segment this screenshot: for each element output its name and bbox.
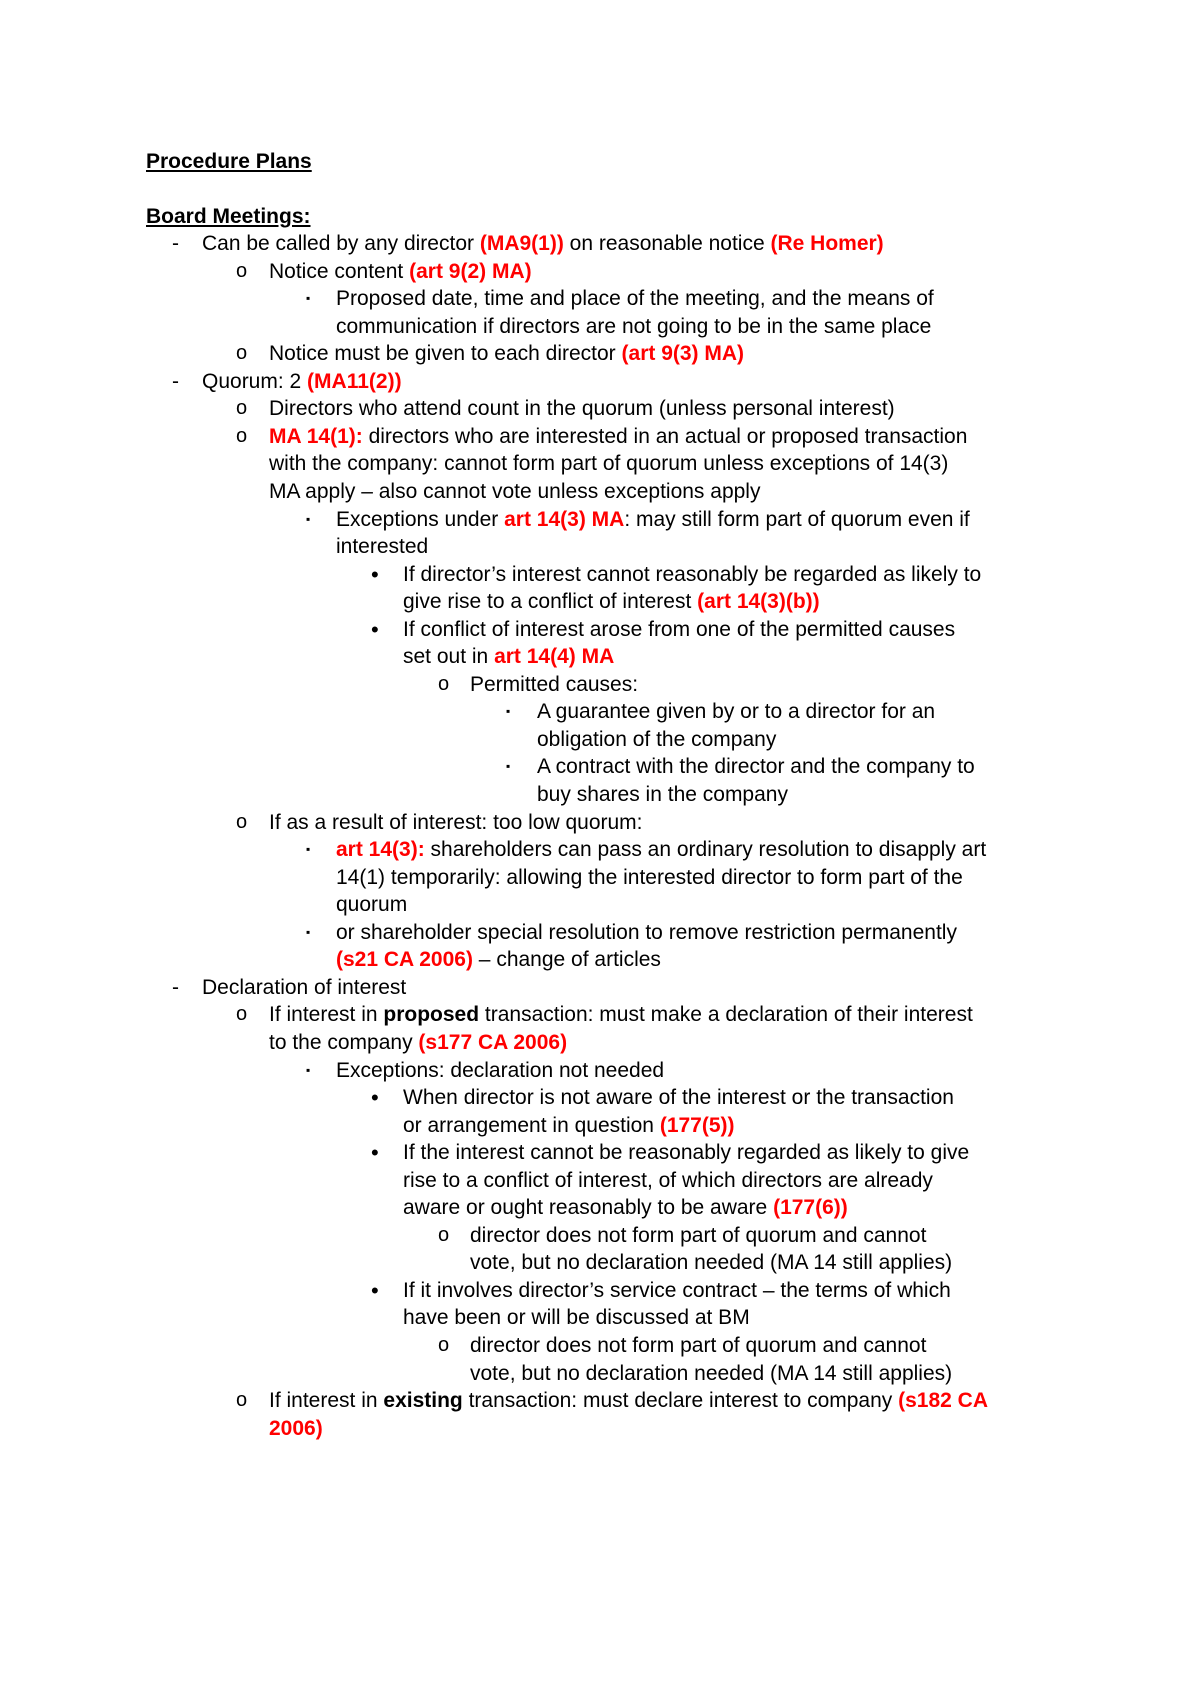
outline-text bbox=[269, 1386, 988, 1415]
text-segment: interested bbox=[336, 535, 429, 558]
outline-text bbox=[403, 1111, 735, 1140]
outline-text bbox=[470, 1331, 926, 1360]
text-segment: have been or will be discussed at BM bbox=[403, 1306, 750, 1329]
legal-citation: art 14(4) MA bbox=[494, 645, 615, 668]
outline-line bbox=[0, 973, 1200, 1002]
outline-line bbox=[0, 477, 1200, 506]
outline-line bbox=[0, 752, 1200, 781]
outline-line bbox=[0, 284, 1200, 313]
outline-line bbox=[0, 1248, 1200, 1277]
text-segment: set out in bbox=[403, 645, 495, 668]
outline-text bbox=[403, 1138, 969, 1167]
legal-citation: (MA11(2)) bbox=[307, 370, 402, 393]
text-segment: Declaration of interest bbox=[202, 976, 407, 999]
outline-text bbox=[470, 1359, 952, 1388]
text-segment: Permitted causes: bbox=[470, 673, 639, 696]
text-segment: Directors who attend count in the quorum (unless personal interest) bbox=[269, 397, 895, 420]
text-segment: director does not form part of quorum and cannot bbox=[470, 1334, 927, 1357]
outline-text bbox=[336, 863, 963, 892]
outline-text bbox=[336, 532, 428, 561]
outline-text bbox=[269, 449, 948, 478]
outline-line bbox=[0, 1303, 1200, 1332]
outline-line bbox=[0, 229, 1200, 258]
outline-line bbox=[0, 1111, 1200, 1140]
outline-text bbox=[336, 945, 661, 974]
legal-citation: MA 14(1): bbox=[269, 425, 363, 448]
text-segment: transaction: must make a declaration of their interest bbox=[479, 1003, 973, 1026]
outline-line bbox=[0, 1138, 1200, 1167]
outline-text bbox=[403, 642, 614, 671]
text-segment: Can be called by any director bbox=[202, 232, 480, 255]
outline-line bbox=[0, 1414, 1200, 1443]
circle-bullet-icon: o bbox=[236, 425, 248, 447]
text-segment: If conflict of interest arose from one of the permitted causes bbox=[403, 618, 956, 641]
text-segment: A contract with the director and the company to bbox=[537, 755, 975, 778]
outline-line bbox=[0, 835, 1200, 864]
circle-bullet-icon: o bbox=[236, 811, 248, 833]
text-segment: If as a result of interest: too low quorum: bbox=[269, 811, 643, 834]
text-segment: buy shares in the company bbox=[537, 783, 788, 806]
outline-text bbox=[403, 1083, 954, 1112]
outline-line bbox=[0, 449, 1200, 478]
circle-bullet-icon: o bbox=[438, 673, 450, 695]
text-segment: vote, but no declaration needed (MA 14 still applies) bbox=[470, 1362, 953, 1385]
text-segment: director does not form part of quorum and cannot bbox=[470, 1224, 927, 1247]
text-segment: to the company bbox=[269, 1031, 419, 1054]
dot-bullet-icon: • bbox=[371, 1278, 379, 1303]
legal-citation: (art 9(3) MA) bbox=[621, 342, 745, 365]
outline-text bbox=[336, 284, 934, 313]
text-segment: transaction: must declare interest to company bbox=[462, 1389, 899, 1412]
text-segment: – change of articles bbox=[472, 948, 661, 971]
legal-citation: (Re Homer) bbox=[770, 232, 884, 255]
outline-line bbox=[0, 1083, 1200, 1112]
circle-bullet-icon: o bbox=[236, 260, 248, 282]
outline-line bbox=[0, 890, 1200, 919]
dot-bullet-icon: • bbox=[371, 1140, 379, 1165]
outline-line bbox=[0, 587, 1200, 616]
text-segment: If it involves director’s service contract – the terms of which bbox=[403, 1279, 951, 1302]
text-segment: aware or ought reasonably to be aware bbox=[403, 1196, 774, 1219]
circle-bullet-icon: o bbox=[236, 342, 248, 364]
outline-line bbox=[0, 863, 1200, 892]
outline-line bbox=[0, 367, 1200, 396]
outline-text bbox=[269, 339, 744, 368]
text-segment: Notice content bbox=[269, 260, 410, 283]
text-segment: Exceptions under bbox=[336, 508, 505, 531]
text-segment: Notice must be given to each director bbox=[269, 342, 622, 365]
outline-text bbox=[269, 808, 643, 837]
outline-text bbox=[537, 780, 788, 809]
text-segment: If director’s interest cannot reasonably be regarded as likely to bbox=[403, 563, 982, 586]
circle-bullet-icon: o bbox=[236, 397, 248, 419]
outline-text bbox=[403, 1193, 848, 1222]
legal-citation: (art 9(2) MA) bbox=[409, 260, 532, 283]
square-bullet-icon: ▪ bbox=[306, 925, 311, 939]
legal-citation: (MA9(1)) bbox=[479, 232, 564, 255]
outline-text bbox=[403, 587, 820, 616]
square-bullet-icon: ▪ bbox=[306, 842, 311, 856]
outline-text bbox=[269, 1414, 323, 1443]
document-title: Procedure Plans bbox=[146, 150, 312, 173]
square-bullet-icon: ▪ bbox=[306, 291, 311, 305]
text-segment: When director is not aware of the interest or the transaction bbox=[403, 1086, 954, 1109]
text-segment: vote, but no declaration needed (MA 14 still applies) bbox=[470, 1251, 953, 1274]
text-segment: Quorum: 2 bbox=[202, 370, 308, 393]
outline-line bbox=[0, 422, 1200, 451]
outline-line bbox=[0, 1056, 1200, 1085]
outline-line bbox=[0, 1028, 1200, 1057]
outline-text bbox=[336, 890, 407, 919]
dash-bullet-icon: - bbox=[172, 976, 179, 999]
outline-text bbox=[403, 1166, 933, 1195]
outline-text bbox=[202, 229, 884, 258]
text-segment: If interest in bbox=[269, 1389, 384, 1412]
text-segment: 14(1) temporarily: allowing the interested director to form part of the bbox=[336, 866, 963, 889]
outline-line bbox=[0, 560, 1200, 589]
outline-line bbox=[0, 505, 1200, 534]
outline-line bbox=[0, 1276, 1200, 1305]
outline-line bbox=[0, 1386, 1200, 1415]
outline-line bbox=[0, 697, 1200, 726]
circle-bullet-icon: o bbox=[236, 1389, 248, 1411]
outline-text bbox=[537, 697, 935, 726]
text-segment: give rise to a conflict of interest bbox=[403, 590, 698, 613]
square-bullet-icon: ▪ bbox=[506, 704, 511, 718]
text-segment: obligation of the company bbox=[537, 728, 777, 751]
outline-line bbox=[0, 394, 1200, 423]
legal-citation: (s177 CA 2006) bbox=[418, 1031, 568, 1054]
text-segment: communication if directors are not going to be in the same place bbox=[336, 315, 932, 338]
dash-bullet-icon: - bbox=[172, 232, 179, 255]
outline-text bbox=[202, 973, 406, 1002]
text-segment: or arrangement in question bbox=[403, 1114, 660, 1137]
outline-line bbox=[0, 1221, 1200, 1250]
outline-text bbox=[403, 1276, 951, 1305]
outline-text bbox=[269, 1000, 973, 1029]
outline-text bbox=[470, 670, 638, 699]
legal-citation: art 14(3): bbox=[336, 838, 425, 861]
text-segment: or shareholder special resolution to remove restriction permanently bbox=[336, 921, 957, 944]
outline-line bbox=[0, 725, 1200, 754]
text-segment: Proposed date, time and place of the meeting, and the means of bbox=[336, 287, 934, 310]
outline-line bbox=[0, 642, 1200, 671]
text-segment: on reasonable notice bbox=[563, 232, 771, 255]
outline-line bbox=[0, 1359, 1200, 1388]
text-segment: with the company: cannot form part of quorum unless exceptions of 14(3) bbox=[269, 452, 949, 475]
outline-line bbox=[0, 945, 1200, 974]
emphasis-text: existing bbox=[383, 1389, 463, 1412]
square-bullet-icon: ▪ bbox=[306, 1063, 311, 1077]
outline-text bbox=[336, 1056, 664, 1085]
text-segment: If interest in bbox=[269, 1003, 384, 1026]
text-segment: : may still form part of quorum even if bbox=[624, 508, 970, 531]
legal-citation: (art 14(3)(b)) bbox=[697, 590, 820, 613]
outline-text bbox=[202, 367, 402, 396]
outline-text bbox=[269, 257, 532, 286]
legal-citation: (177(6)) bbox=[773, 1196, 848, 1219]
legal-citation: (177(5)) bbox=[659, 1114, 735, 1137]
text-segment: directors who are interested in an actual or proposed transaction bbox=[362, 425, 968, 448]
outline-text bbox=[403, 615, 955, 644]
dot-bullet-icon: • bbox=[371, 1085, 379, 1110]
outline-text bbox=[269, 1028, 567, 1057]
square-bullet-icon: ▪ bbox=[306, 512, 311, 526]
outline-line bbox=[0, 312, 1200, 341]
text-segment: MA apply – also cannot vote unless exceptions apply bbox=[269, 480, 761, 503]
text-segment: shareholders can pass an ordinary resolution to disapply art bbox=[424, 838, 987, 861]
outline-line bbox=[0, 808, 1200, 837]
outline-text bbox=[336, 918, 957, 947]
outline-line bbox=[0, 780, 1200, 809]
square-bullet-icon: ▪ bbox=[506, 759, 511, 773]
circle-bullet-icon: o bbox=[438, 1334, 450, 1356]
legal-citation: (s21 CA 2006) bbox=[336, 948, 473, 971]
outline-text bbox=[269, 422, 967, 451]
dot-bullet-icon: • bbox=[371, 562, 379, 587]
outline-line bbox=[0, 257, 1200, 286]
outline-text bbox=[269, 394, 895, 423]
outline-line bbox=[0, 1000, 1200, 1029]
outline-text bbox=[470, 1248, 952, 1277]
text-segment: quorum bbox=[336, 893, 408, 916]
outline-line bbox=[0, 670, 1200, 699]
text-segment: rise to a conflict of interest, of which directors are already bbox=[403, 1169, 933, 1192]
text-segment: Exceptions: declaration not needed bbox=[336, 1059, 665, 1082]
circle-bullet-icon: o bbox=[438, 1224, 450, 1246]
outline-text bbox=[336, 505, 970, 534]
outline-line bbox=[0, 1166, 1200, 1195]
outline-text bbox=[336, 835, 986, 864]
legal-citation: art 14(3) MA bbox=[504, 508, 625, 531]
outline-text bbox=[537, 725, 776, 754]
legal-citation: 2006) bbox=[269, 1417, 323, 1440]
section-heading: Board Meetings: bbox=[146, 205, 311, 228]
outline-line bbox=[0, 339, 1200, 368]
outline-line bbox=[0, 532, 1200, 561]
legal-citation: (s182 CA bbox=[898, 1389, 989, 1412]
outline-text bbox=[537, 752, 975, 781]
outline-text bbox=[470, 1221, 926, 1250]
text-segment: If the interest cannot be reasonably regarded as likely to give bbox=[403, 1141, 970, 1164]
outline-line bbox=[0, 1331, 1200, 1360]
outline-line bbox=[0, 1193, 1200, 1222]
outline-text bbox=[403, 1303, 750, 1332]
outline-text bbox=[403, 560, 981, 589]
emphasis-text: proposed bbox=[383, 1003, 480, 1026]
dot-bullet-icon: • bbox=[371, 617, 379, 642]
outline-text bbox=[269, 477, 760, 506]
dash-bullet-icon: - bbox=[172, 370, 179, 393]
outline-line bbox=[0, 615, 1200, 644]
text-segment: A guarantee given by or to a director for an bbox=[537, 700, 936, 723]
outline-text bbox=[336, 312, 931, 341]
circle-bullet-icon: o bbox=[236, 1003, 248, 1025]
outline-line bbox=[0, 918, 1200, 947]
